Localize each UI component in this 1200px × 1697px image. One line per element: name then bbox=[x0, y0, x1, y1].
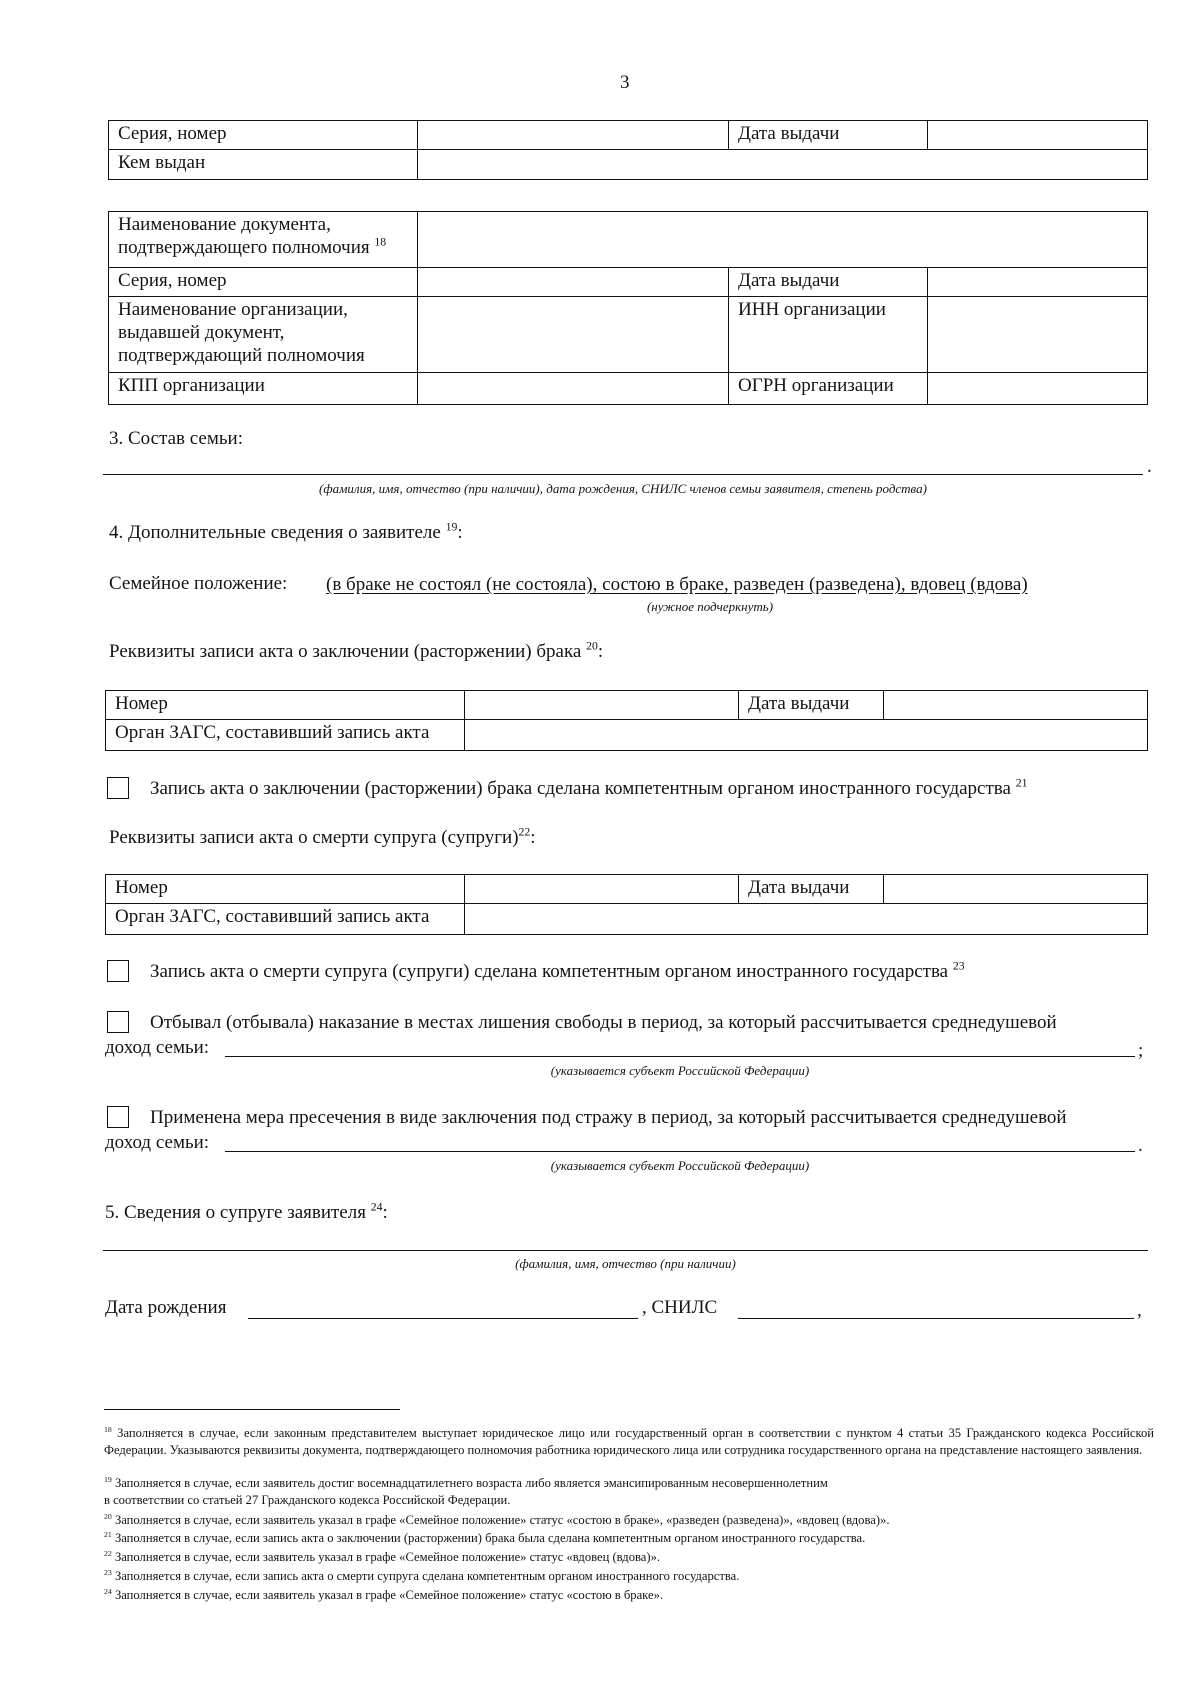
custody-checkbox[interactable] bbox=[107, 1106, 129, 1128]
section-5-end-mark: , bbox=[1137, 1300, 1142, 1321]
death-record-title-text: Реквизиты записи акта о смерти супруга (супруги) bbox=[109, 827, 519, 848]
marriage-record-table bbox=[105, 690, 1148, 751]
issued-by-field[interactable] bbox=[418, 150, 1148, 180]
marriage-foreign-text bbox=[150, 778, 1027, 800]
marriage-number-field[interactable] bbox=[465, 691, 739, 720]
footnote-24-number: 24 bbox=[104, 1586, 112, 1596]
marriage-zags-field[interactable] bbox=[465, 720, 1148, 751]
footnote-22-text: Заполняется в случае, если заявитель указал в графе «Семейное положение» статус «вдовец (вдова)». bbox=[114, 1550, 661, 1564]
footnote-19-number: 19 bbox=[104, 1474, 112, 1484]
footnote-19 bbox=[104, 1475, 1154, 1492]
org-inn-field[interactable] bbox=[928, 297, 1148, 373]
marriage-date-label: Дата выдачи bbox=[739, 691, 884, 720]
footnote-22-number: 22 bbox=[104, 1548, 112, 1558]
issuing-org-line-2: выдавшей документ, bbox=[118, 322, 285, 343]
issuing-org-line-1: Наименование организации, bbox=[118, 299, 348, 320]
issued-by-label: Кем выдан bbox=[109, 150, 418, 180]
series-number-field[interactable] bbox=[418, 121, 729, 150]
death-foreign-label: Запись акта о смерти супруга (супруги) сделана компетентным органом иностранного государства bbox=[150, 961, 949, 982]
footnote-ref-20: 20 bbox=[586, 639, 598, 653]
spouse-snils-field[interactable] bbox=[738, 1318, 1134, 1319]
footnote-21-text: Заполняется в случае, если запись акта о заключении (расторжении) брака была сделана компетентным органом иностранного государства. bbox=[114, 1531, 866, 1545]
marital-status-hint: (нужное подчеркнуть) bbox=[646, 599, 774, 614]
marriage-number-label: Номер bbox=[106, 691, 465, 720]
death-record-title-end: : bbox=[530, 827, 536, 848]
marital-status-options[interactable]: (в браке не состоял (не состояла), состою в браке, разведен (разведена), вдовец (вдова) bbox=[326, 574, 1028, 595]
marriage-record-title-end: : bbox=[597, 641, 604, 662]
footnote-ref-23: 23 bbox=[952, 959, 965, 973]
marriage-record-title-text: Реквизиты записи акта о заключении (расторжении) брака bbox=[109, 641, 582, 662]
footnote-23 bbox=[104, 1568, 1154, 1585]
page-number: 3 bbox=[620, 72, 630, 93]
spouse-name-field[interactable] bbox=[103, 1250, 1148, 1251]
footnote-18 bbox=[104, 1425, 1154, 1458]
identity-document-table bbox=[108, 120, 1148, 180]
death-foreign-checkbox[interactable] bbox=[107, 960, 129, 982]
section-3-end-mark: . bbox=[1147, 456, 1152, 477]
footnote-separator bbox=[104, 1409, 400, 1410]
footnote-19-text-1: Заполняется в случае, если заявитель достиг восемнадцатилетнего возраста либо является эмансипированным несовершеннолетним bbox=[114, 1476, 828, 1490]
org-kpp-field[interactable] bbox=[418, 373, 729, 405]
imprisonment-hint: (указывается субъект Российской Федерации) bbox=[550, 1063, 810, 1078]
marital-status-label: Семейное положение: bbox=[109, 573, 288, 594]
spouse-snils-label: , СНИЛС bbox=[642, 1297, 718, 1318]
org-ogrn-field[interactable] bbox=[928, 373, 1148, 405]
section-5-title-end: : bbox=[382, 1202, 388, 1223]
marriage-record-title bbox=[109, 641, 603, 663]
footnote-22 bbox=[104, 1549, 1154, 1566]
authority-series-label: Серия, номер bbox=[109, 268, 418, 297]
authority-date-label: Дата выдачи bbox=[729, 268, 928, 297]
imprisonment-income-label: доход семьи: bbox=[105, 1037, 210, 1058]
footnote-23-text: Заполняется в случае, если запись акта о смерти супруга сделана компетентным органом иностранного государства. bbox=[114, 1569, 740, 1583]
footnote-20-text: Заполняется в случае, если заявитель указал в графе «Семейное положение» статус «состою в браке», «разведен (разведена)», «вдовец (вдова)». bbox=[114, 1513, 890, 1527]
footnote-18-text: Заполняется в случае, если законным представителем выступает юридическое лицо или государственный орган в соответствии с пунктом 4 статьи 35 Гражданского кодекса Российской Федерации. Указываются реквизиты документа, подтверждающего полномочия работника юридического лица или сотрудника государственного органа на представление настоящего заявления. bbox=[104, 1426, 1154, 1457]
authority-date-field[interactable] bbox=[928, 268, 1148, 297]
footnote-19-continued: в соответствии со статьей 27 Гражданского кодекса Российской Федерации. bbox=[104, 1493, 511, 1507]
imprisonment-region-field[interactable] bbox=[225, 1056, 1135, 1057]
footnote-24-text: Заполняется в случае, если заявитель указал в графе «Семейное положение» статус «состою в браке». bbox=[114, 1588, 664, 1602]
authority-doc-name-label bbox=[109, 212, 418, 268]
marriage-foreign-checkbox[interactable] bbox=[107, 777, 129, 799]
footnote-20-number: 20 bbox=[104, 1511, 112, 1521]
family-composition-hint: (фамилия, имя, отчество (при наличии), дата рождения, СНИЛС членов семьи заявителя, степень родства) bbox=[319, 481, 927, 496]
footnote-24 bbox=[104, 1587, 1154, 1604]
footnote-23-number: 23 bbox=[104, 1567, 112, 1577]
footnote-ref-19: 19 bbox=[445, 520, 458, 534]
issue-date-label: Дата выдачи bbox=[729, 121, 928, 150]
death-record-table bbox=[105, 874, 1148, 935]
section-4-title-text: 4. Дополнительные сведения о заявителе bbox=[109, 522, 441, 543]
section-4-title-end: : bbox=[457, 522, 463, 543]
section-4-title bbox=[109, 522, 463, 544]
authority-series-field[interactable] bbox=[418, 268, 729, 297]
section-5-title bbox=[105, 1202, 388, 1224]
death-zags-field[interactable] bbox=[465, 904, 1148, 935]
marriage-zags-label: Орган ЗАГС, составивший запись акта bbox=[106, 720, 465, 751]
footnote-ref-18: 18 bbox=[374, 235, 387, 249]
death-date-label: Дата выдачи bbox=[739, 875, 884, 904]
footnote-21-number: 21 bbox=[104, 1529, 112, 1539]
spouse-name-hint: (фамилия, имя, отчество (при наличии) bbox=[515, 1256, 736, 1271]
death-number-field[interactable] bbox=[465, 875, 739, 904]
org-ogrn-label: ОГРН организации bbox=[729, 373, 928, 405]
family-composition-field[interactable] bbox=[103, 474, 1143, 475]
footnote-ref-24: 24 bbox=[370, 1200, 383, 1214]
spouse-birth-date-field[interactable] bbox=[248, 1318, 638, 1319]
footnote-ref-22: 22 bbox=[518, 825, 531, 839]
footnote-21 bbox=[104, 1530, 1154, 1547]
footnote-ref-21: 21 bbox=[1015, 776, 1028, 790]
authority-doc-name-line-2: подтверждающего полномочия bbox=[118, 237, 370, 258]
imprisonment-checkbox[interactable] bbox=[107, 1011, 129, 1033]
issuing-org-field[interactable] bbox=[418, 297, 729, 373]
org-kpp-label: КПП организации bbox=[109, 373, 418, 405]
issuing-org-line-3: подтверждающий полномочия bbox=[118, 345, 365, 366]
footnote-20 bbox=[104, 1512, 1154, 1529]
custody-region-field[interactable] bbox=[225, 1151, 1135, 1152]
custody-end-mark: . bbox=[1138, 1135, 1143, 1156]
authority-doc-name-field[interactable] bbox=[418, 212, 1148, 268]
death-zags-label: Орган ЗАГС, составивший запись акта bbox=[106, 904, 465, 935]
footnote-18-number: 18 bbox=[104, 1424, 112, 1434]
custody-text: Применена мера пресечения в виде заключения под стражу в период, за который рассчитывается среднедушевой bbox=[150, 1107, 1067, 1128]
death-date-field[interactable] bbox=[884, 875, 1148, 904]
custody-hint: (указывается субъект Российской Федерации) bbox=[550, 1158, 810, 1173]
custody-income-label: доход семьи: bbox=[105, 1132, 210, 1153]
authority-doc-name-line-1: Наименование документа, bbox=[118, 214, 331, 235]
issue-date-field[interactable] bbox=[928, 121, 1148, 150]
imprisonment-end-mark: ; bbox=[1138, 1040, 1144, 1061]
section-5-title-text: 5. Сведения о супруге заявителя bbox=[105, 1202, 366, 1223]
imprisonment-text: Отбывал (отбывала) наказание в местах лишения свободы в период, за который рассчитывается среднедушевой bbox=[150, 1012, 1057, 1033]
death-record-title bbox=[109, 827, 536, 849]
death-number-label: Номер bbox=[106, 875, 465, 904]
marriage-foreign-label: Запись акта о заключении (расторжении) брака сделана компетентным органом иностранного государства bbox=[150, 778, 1011, 799]
spouse-birth-date-label: Дата рождения bbox=[105, 1297, 227, 1318]
series-number-label: Серия, номер bbox=[109, 121, 418, 150]
authority-document-table bbox=[108, 211, 1148, 405]
death-foreign-text bbox=[150, 961, 965, 983]
issuing-org-label bbox=[109, 297, 418, 373]
org-inn-label: ИНН организации bbox=[729, 297, 928, 373]
section-3-title: 3. Состав семьи: bbox=[109, 428, 244, 449]
marriage-date-field[interactable] bbox=[884, 691, 1148, 720]
